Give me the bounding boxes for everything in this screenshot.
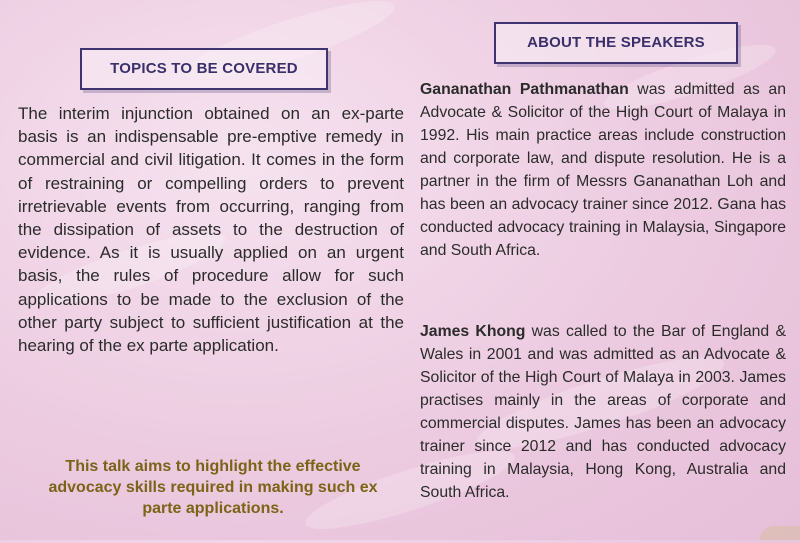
speaker-bio-text: was admitted as an Advocate & Solicitor of the High Court of Malaya in 1992. His main practice areas include construction and corporate law, and dispute resolution. He is a partner in the firm of Messrs Gananathan Loh and has been an advocacy trainer since 2012. Gana has conducted advocacy training in Malaysia, Singapore and South Africa. <box>420 81 786 259</box>
talk-aim-statement: This talk aims to highlight the effective advocacy skills required in making such ex parte applications. <box>48 458 378 517</box>
speakers-heading: ABOUT THE SPEAKERS <box>494 22 738 64</box>
speaker-bio <box>420 320 786 504</box>
speaker-bio <box>420 78 786 262</box>
speaker-name: Gananathan Pathmanathan <box>420 81 629 98</box>
topics-description: The interim injunction obtained on an ex-parte basis is an indispensable pre-emptive remedy in commercial and civil litigation. It comes in the form of restraining or compelling orders to prevent irretrievable events from occurring, ranging from the dissipation of assets to the destruction of evidence. As it is usually applied on an urgent basis, the rules of procedure allow for such applications to be made to the exclusion of the other party subject to sufficient justification at the hearing of the ex parte application. <box>18 104 404 356</box>
speaker-bio-text: was called to the Bar of England & Wales in 2001 and was admitted as an Advocate & Solicitor of the High Court of Malaya in 2003. James practises mainly in the areas of corporate and commercial disputes. James has been an advocacy trainer since 2012 and has conducted advocacy training in Malaysia, Hong Kong, Australia and South Africa. <box>420 323 786 501</box>
topics-heading: TOPICS TO BE COVERED <box>80 48 328 90</box>
corner-decoration <box>760 526 800 540</box>
speaker-name: James Khong <box>420 323 526 340</box>
